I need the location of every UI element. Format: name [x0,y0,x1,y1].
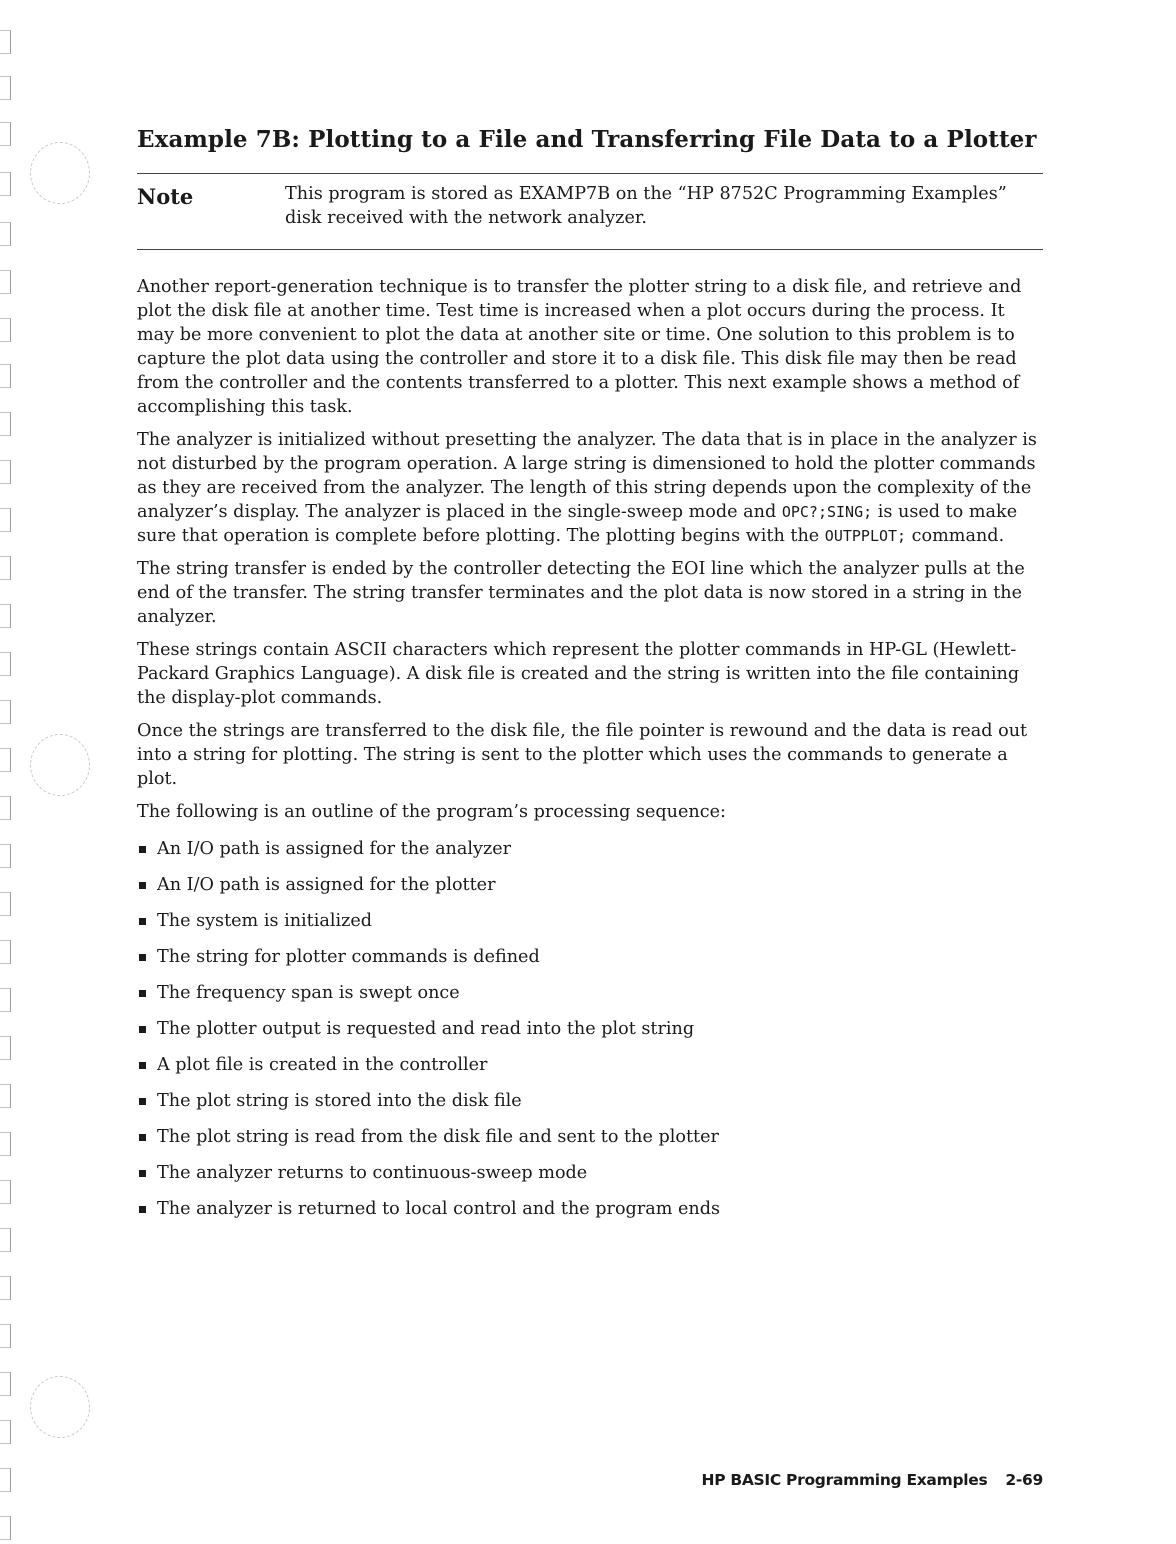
note-top-rule [137,173,1043,174]
section-heading: Example 7B: Plotting to a File and Transferring File Data to a Plotter [137,126,1037,153]
note-text: This program is stored as EXAMP7B on the “HP 8752C Programming Examples” disk received with the network analyzer. [285,184,1007,228]
punch-hole [30,1376,90,1438]
paragraph: The following is an outline of the program’s processing sequence: [137,802,726,822]
binder-tick [0,1420,11,1444]
list-item-text: The plot string is read from the disk file and sent to the plotter [157,1127,719,1147]
binder-tick [0,652,11,676]
bullet-icon [139,954,146,961]
list-item-text: The plotter output is requested and read into the plot string [157,1019,695,1039]
binder-tick [0,1036,11,1060]
list-item [137,1017,1037,1053]
list-item [137,909,1037,945]
punch-hole [30,142,90,204]
paragraph: Another report-generation technique is to transfer the plotter string to a disk file, and retrieve and plot the disk file at another time. Test time is increased when a plot occurs during the process. It may be more convenient to plot the data at another site or time. One solution to this problem is to capture the plot data using the controller and store it to a disk file. This disk file may then be read from the controller and the contents transferred to a plotter. This next example shows a method of accomplishing this task. [137,277,1022,417]
list-item-text: The system is initialized [157,911,373,931]
binder-margin [0,0,30,1544]
binder-tick [0,76,11,100]
binder-tick [0,318,11,342]
binder-tick [0,270,11,294]
list-item [137,1161,1037,1197]
bullet-icon [139,1026,146,1033]
binder-tick [0,892,11,916]
binder-tick [0,604,11,628]
paragraph: These strings contain ASCII characters which represent the plotter commands in HP-GL (Hewlett-Packard Graphics Language). A disk file is created and the string is written into the file containing the display-plot commands. [137,640,1020,708]
binder-tick [0,1324,11,1348]
code-command: OUTPPLOT; [824,527,907,545]
binder-tick [0,556,11,580]
page-footer [702,1471,1043,1489]
paragraph: The string transfer is ended by the controller detecting the EOI line which the analyzer pulls at the end of the transfer. The string transfer terminates and the plot data is now stored in a string in the analyzer. [137,559,1025,627]
paragraph-text: The analyzer is initialized without presetting the analyzer. The data that is in place in the analyzer is not disturbed by the program operation. A large string is dimensioned to hold the plotter commands as they are received from the analyzer. The length of this string depends upon the complexity of the analyzer’s display. The analyzer is placed in the single-sweep mode and [137,430,1037,522]
bullet-icon [139,1170,146,1177]
binder-tick [0,988,11,1012]
bullet-icon [139,990,146,997]
bullet-icon [139,846,146,853]
paragraph-text: command. [906,526,1005,546]
list-item [137,945,1037,981]
binder-tick [0,1228,11,1252]
binder-tick [0,700,11,724]
binder-tick [0,796,11,820]
binder-tick [0,412,11,436]
list-item-text: A plot file is created in the controller [157,1055,488,1075]
list-item-text: An I/O path is assigned for the plotter [157,875,496,895]
punch-hole [30,734,90,796]
paragraph: Once the strings are transferred to the disk file, the file pointer is rewound and the data is read out into a string for plotting. The string is sent to the plotter which uses the commands to generate a plot. [137,721,1028,789]
binder-tick [0,940,11,964]
list-item-text: The frequency span is swept once [157,983,460,1003]
list-item [137,981,1037,1017]
paragraph-text: is used to make sure that operation is complete before plotting. The plotting begins with the [137,502,1018,546]
binder-tick [0,1084,11,1108]
binder-tick [0,844,11,868]
bullet-icon [139,1134,146,1141]
page-number: 2-69 [1005,1471,1043,1489]
binder-tick [0,460,11,484]
list-item-text: The analyzer is returned to local control and the program ends [157,1199,721,1219]
code-command: OPC?;SING; [781,503,873,521]
note-label: Note [137,184,194,209]
note-bottom-rule [137,249,1043,250]
list-item-text: An I/O path is assigned for the analyzer [157,839,512,859]
binder-tick [0,748,11,772]
binder-tick [0,122,11,146]
binder-tick [0,1276,11,1300]
footer-section-title: HP BASIC Programming Examples [701,1471,988,1489]
list-item [137,1125,1037,1161]
bullet-icon [139,1098,146,1105]
binder-tick [0,172,11,196]
binder-tick [0,1372,11,1396]
binder-tick [0,1468,11,1492]
binder-tick [0,508,11,532]
list-item [137,873,1037,909]
binder-tick [0,30,11,54]
list-item [137,837,1037,873]
bullet-icon [139,1206,146,1213]
paragraph [137,428,1037,548]
binder-tick [0,1180,11,1204]
binder-tick [0,1132,11,1156]
binder-tick [0,1516,11,1540]
list-item [137,1053,1037,1089]
binder-tick [0,222,11,246]
sequence-list [137,837,1037,1233]
list-item [137,1197,1037,1233]
bullet-icon [139,918,146,925]
list-item-text: The string for plotter commands is defined [157,947,540,967]
binder-tick [0,364,11,388]
body-text [137,275,1037,1233]
bullet-icon [139,882,146,889]
bullet-icon [139,1062,146,1069]
list-item [137,1089,1037,1125]
list-item-text: The analyzer returns to continuous-sweep mode [157,1163,588,1183]
list-item-text: The plot string is stored into the disk file [157,1091,522,1111]
